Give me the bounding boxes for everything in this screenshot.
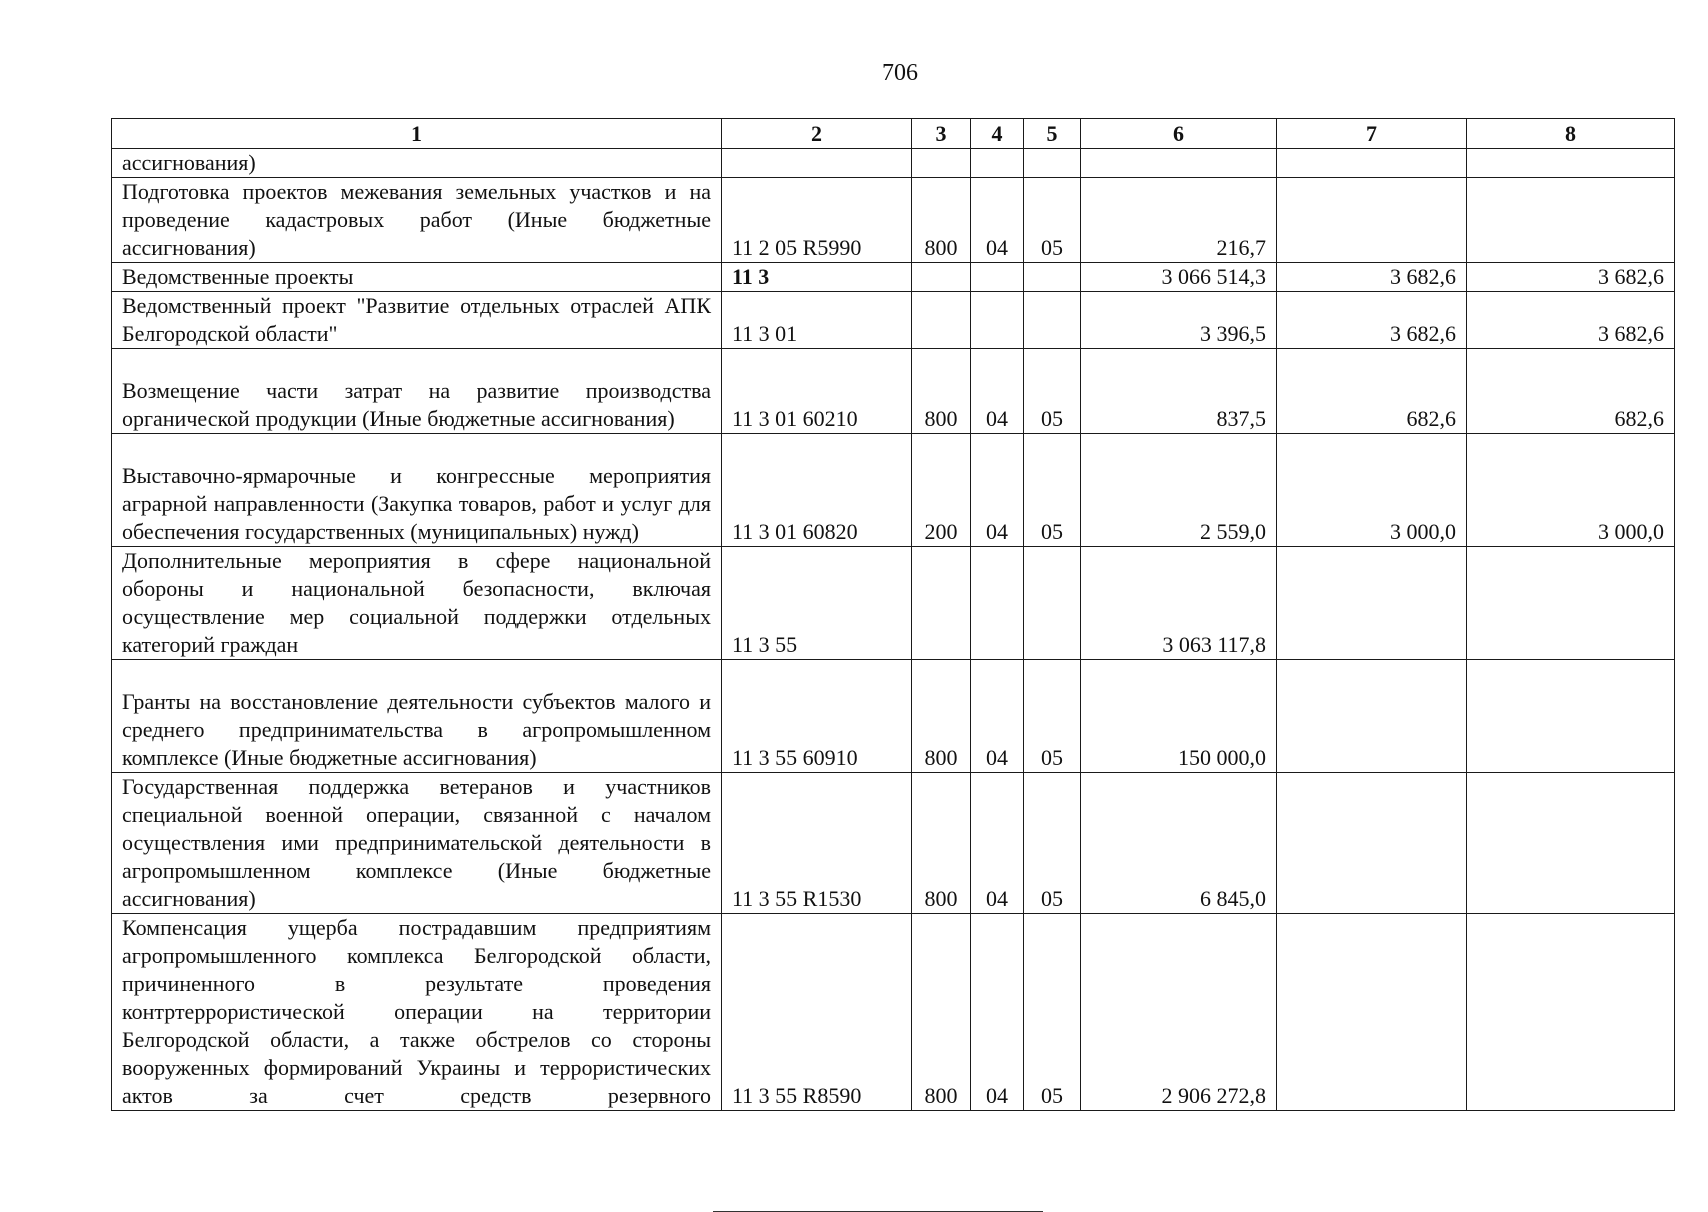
row-col5-cell: 05 (1024, 178, 1081, 263)
row-col4-cell (971, 149, 1024, 178)
row-code-cell: 11 3 01 60210 (722, 349, 912, 434)
row-col5-cell: 05 (1024, 773, 1081, 914)
table-row (112, 149, 1675, 178)
row-code-cell: 11 3 01 (722, 292, 912, 349)
header-cell-2: 2 (722, 119, 912, 149)
table-row (112, 773, 1675, 914)
row-col5-cell: 05 (1024, 349, 1081, 434)
table-row (112, 914, 1675, 1111)
row-name-cell: Подготовка проектов межевания земельных участков и на проведение кадастровых работ (Иные бюджетные ассигнования) (112, 178, 722, 263)
row-col7-cell (1277, 547, 1467, 660)
row-col6-cell: 837,5 (1081, 349, 1277, 434)
row-name-cell: Ведомственные проекты (112, 263, 722, 292)
row-col4-cell: 04 (971, 773, 1024, 914)
row-col8-cell (1467, 914, 1675, 1111)
row-col5-cell: 05 (1024, 914, 1081, 1111)
row-code-cell: 11 3 01 60820 (722, 434, 912, 547)
row-code-cell: 11 2 05 R5990 (722, 178, 912, 263)
header-row (112, 119, 1675, 149)
row-col5-cell (1024, 292, 1081, 349)
row-col8-cell (1467, 660, 1675, 773)
row-col8-cell: 3 682,6 (1467, 292, 1675, 349)
row-col4-cell: 04 (971, 914, 1024, 1111)
row-col8-cell: 3 682,6 (1467, 263, 1675, 292)
row-col3-cell (912, 547, 971, 660)
row-col7-cell: 3 682,6 (1277, 292, 1467, 349)
row-col4-cell: 04 (971, 178, 1024, 263)
row-name-cell: Ведомственный проект "Развитие отдельных отраслей АПК Белгородской области" (112, 292, 722, 349)
budget-table (111, 118, 1675, 1111)
row-col6-cell: 2 906 272,8 (1081, 914, 1277, 1111)
row-col4-cell (971, 292, 1024, 349)
header-cell-4: 4 (971, 119, 1024, 149)
table-row (112, 263, 1675, 292)
row-col7-cell (1277, 914, 1467, 1111)
row-col5-cell (1024, 263, 1081, 292)
row-col7-cell (1277, 178, 1467, 263)
row-col4-cell (971, 263, 1024, 292)
row-name-cell: Государственная поддержка ветеранов и участников специальной военной операции, связанной с началом осуществления ими предпринимательской деятельности в агропромышленном комплексе (Иные бюджетные ассигнования) (112, 773, 722, 914)
row-col8-cell (1467, 773, 1675, 914)
row-name-cell: Компенсация ущерба пострадавшим предприятиям агропромышленного комплекса Белгородской области, причиненного в результате проведения контртеррористической операции на территории Белгородской области, а также обстрелов со стороны вооруженных формирований Украины и террористических актов за счет средств резервного (112, 914, 722, 1111)
header-cell-5: 5 (1024, 119, 1081, 149)
page-number: 706 (882, 60, 918, 86)
table-body (112, 149, 1675, 1111)
row-col4-cell: 04 (971, 349, 1024, 434)
table-row (112, 547, 1675, 660)
row-col6-cell: 2 559,0 (1081, 434, 1277, 547)
row-col8-cell (1467, 547, 1675, 660)
row-col7-cell: 3 682,6 (1277, 263, 1467, 292)
row-col3-cell: 800 (912, 349, 971, 434)
row-code-cell: 11 3 55 R1530 (722, 773, 912, 914)
row-col7-cell (1277, 149, 1467, 178)
row-col3-cell: 800 (912, 773, 971, 914)
row-col4-cell: 04 (971, 660, 1024, 773)
row-col5-cell (1024, 149, 1081, 178)
table-row (112, 434, 1675, 547)
row-col6-cell: 150 000,0 (1081, 660, 1277, 773)
table-row (112, 178, 1675, 263)
table-row (112, 292, 1675, 349)
row-col6-cell: 3 063 117,8 (1081, 547, 1277, 660)
header-cell-3: 3 (912, 119, 971, 149)
row-col5-cell: 05 (1024, 434, 1081, 547)
row-name-cell: Дополнительные мероприятия в сфере национальной обороны и национальной безопасности, включая осуществление мер социальной поддержки отдельных категорий граждан (112, 547, 722, 660)
row-code-cell: 11 3 (722, 263, 912, 292)
row-code-cell: 11 3 55 (722, 547, 912, 660)
row-col8-cell (1467, 178, 1675, 263)
row-col6-cell: 6 845,0 (1081, 773, 1277, 914)
row-col7-cell: 682,6 (1277, 349, 1467, 434)
row-col3-cell (912, 292, 971, 349)
table-row (112, 660, 1675, 773)
row-name-cell: Выставочно-ярмарочные и конгрессные мероприятия аграрной направленности (Закупка товаров, работ и услуг для обеспечения государственных (муниципальных) нужд) (112, 434, 722, 547)
header-cell-7: 7 (1277, 119, 1467, 149)
row-col4-cell: 04 (971, 434, 1024, 547)
row-col6-cell: 3 066 514,3 (1081, 263, 1277, 292)
row-col3-cell (912, 149, 971, 178)
header-cell-8: 8 (1467, 119, 1675, 149)
row-col6-cell: 3 396,5 (1081, 292, 1277, 349)
header-cell-1: 1 (112, 119, 722, 149)
header-cell-6: 6 (1081, 119, 1277, 149)
row-col8-cell: 682,6 (1467, 349, 1675, 434)
row-col7-cell (1277, 660, 1467, 773)
row-col3-cell: 800 (912, 660, 971, 773)
table-row (112, 349, 1675, 434)
row-col6-cell: 216,7 (1081, 178, 1277, 263)
row-col6-cell (1081, 149, 1277, 178)
row-code-cell: 11 3 55 R8590 (722, 914, 912, 1111)
row-col4-cell (971, 547, 1024, 660)
row-col8-cell: 3 000,0 (1467, 434, 1675, 547)
row-code-cell (722, 149, 912, 178)
row-col3-cell: 800 (912, 178, 971, 263)
row-col7-cell (1277, 773, 1467, 914)
row-col5-cell: 05 (1024, 660, 1081, 773)
row-col3-cell: 800 (912, 914, 971, 1111)
row-col8-cell (1467, 149, 1675, 178)
row-code-cell: 11 3 55 60910 (722, 660, 912, 773)
row-col7-cell: 3 000,0 (1277, 434, 1467, 547)
row-name-cell: Гранты на восстановление деятельности субъектов малого и среднего предпринимательства в агропромышленном комплексе (Иные бюджетные ассигнования) (112, 660, 722, 773)
row-col3-cell: 200 (912, 434, 971, 547)
row-col3-cell (912, 263, 971, 292)
row-name-cell: Возмещение части затрат на развитие производства органической продукции (Иные бюджетные ассигнования) (112, 349, 722, 434)
row-name-cell: ассигнования) (112, 149, 722, 178)
row-col5-cell (1024, 547, 1081, 660)
